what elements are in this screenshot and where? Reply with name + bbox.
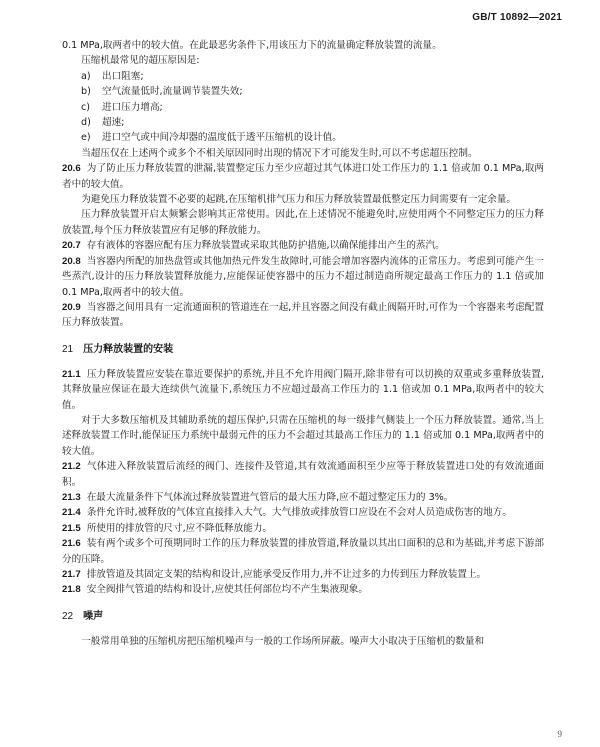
- clause-number: 21.4: [62, 507, 81, 519]
- clause-text: 存有液体的容器应配有压力释放装置或采取其他防护措施,以确保能排出产生的蒸汽。: [86, 240, 445, 252]
- noise-paragraph: 一般常用单独的压缩机房把压缩机噪声与一般的工作场所屏蔽。噪声大小取决于压缩机的数量和: [81, 635, 485, 647]
- clause-text: 排放管道及其固定支架的结构和设计,应能承受反作用力,并不让过多的力传到压力释放装置上。: [86, 569, 487, 580]
- clause-number: 20.6: [62, 163, 81, 175]
- list-item: [62, 69, 544, 84]
- list-item: [62, 130, 544, 145]
- list-marker: c): [81, 101, 91, 113]
- clause-21-7: [62, 567, 544, 582]
- clause-21-6: [62, 536, 544, 567]
- clause-text: 在最大流量条件下气体流过释放装置进气管后的最大压力降,应不超过整定压力的 3%。: [86, 491, 454, 503]
- page-content: [62, 38, 544, 649]
- clause-number: 20.9: [62, 301, 81, 313]
- clause-text: 气体进入释放装置后流经的阀门、连接件及管道,其有效流通面积至少应等于释放装置进口处的有效流通面积。: [62, 461, 544, 488]
- clause-number: 21.8: [62, 584, 81, 596]
- causes-list: [62, 69, 544, 146]
- section-heading-21: [62, 342, 544, 357]
- clause-text: 安全阀排气管道的结构和设计,应使其任何部位均不产生集液现象。: [86, 584, 368, 596]
- clause-text: 条件允许时,被释放的气体宜直接排入大气。大气排放或排放管口应设在不会对人员造成伤害的地方。: [86, 507, 512, 519]
- standard-code-header: GB/T 10892—2021: [472, 12, 562, 23]
- list-text: 超速;: [102, 117, 125, 129]
- clause-number: 21.3: [62, 491, 81, 503]
- list-item: [62, 84, 544, 99]
- clause-text: 压力释放装置应安装在靠近要保护的系统,并且不允许用阀门隔开,除非带有可以切换的双重或多重释放装置,其释放量应保证在最大连续供气流量下,系统压力不应超过最高工作压力的 1.1 倍或加 0.1 MPa,取两者中的较大值。: [62, 368, 544, 411]
- list-marker: e): [81, 132, 91, 144]
- clause-20-6: [62, 161, 544, 192]
- clause-text: 所使用的排放管的尺寸,应不降低释放能力。: [86, 522, 273, 534]
- clause-number: 21.7: [62, 569, 81, 580]
- section-number: 21: [62, 343, 74, 355]
- clause-21-1: [62, 367, 544, 413]
- clause-paragraph: 为避免压力释放装置不必要的起跳,在压缩机排气压力和压力释放装置最低整定压力间需要有一定余量。: [81, 194, 516, 206]
- clause-21-3: [62, 490, 544, 505]
- list-item: [62, 100, 544, 115]
- causes-title: 压缩机最常见的超压原因是:: [81, 55, 200, 67]
- clause-paragraph: 对于大多数压缩机及其辅助系统的超压保护,只需在压缩机的每一级排气侧装上一个压力释放装置。通常,当上述释放装置工作时,能保证压力系统中最弱元件的压力不会超过其最高工作压力的 1.1 倍或加 0.1 MPa,取两者中的较大值。: [62, 414, 544, 457]
- list-text: 进口空气或中间冷却器的温度低于透平压缩机的设计值。: [102, 132, 342, 144]
- list-text: 出口阻塞;: [102, 70, 144, 82]
- clause-number: 20.8: [62, 255, 81, 267]
- clause-number: 21.2: [62, 461, 81, 473]
- section-number: 22: [62, 610, 74, 622]
- clause-number: 20.7: [62, 240, 81, 252]
- section-title: 噪声: [83, 610, 104, 622]
- clause-21-4: [62, 505, 544, 520]
- clause-21-5: [62, 521, 544, 536]
- list-item: [62, 115, 544, 130]
- clause-20-9: [62, 300, 544, 331]
- section-title: 压力释放装置的安装: [83, 343, 174, 355]
- list-marker: b): [81, 86, 91, 98]
- clause-20-8: [62, 254, 544, 300]
- closing-paragraph: 当超压仅在上述两个或多个不相关原因同时出现的情况下才可能发生时,可以不考虑超压控制。: [81, 147, 478, 159]
- list-text: 进口压力增高;: [102, 101, 163, 113]
- clause-21-2: [62, 459, 544, 490]
- clause-text: 当容器内所配的加热盘管或其他加热元件发生故障时,可能会增加容器内流体的正常压力。考虑到可能产生一些蒸汽,设计的压力释放装置释放能力,应能保证使容器中的压力不超过制造商所规定最高工作压力的 1.1 倍或加 0.1 MPa,取两者中的较大值。: [62, 255, 544, 298]
- list-marker: a): [81, 70, 91, 82]
- clause-paragraph: 压力释放装置开启太频繁会影响其正常使用。因此,在上述情况不能避免时,应使用两个不同整定压力的压力释放装置,每个压力释放装置应有足够的释放能力。: [62, 209, 544, 236]
- clause-text: 为了防止压力释放装置的泄漏,装置整定压力至少应超过其气体进口处工作压力的 1.1 倍或加 0.1 MPa,取两者中的较大值。: [62, 163, 544, 190]
- section-heading-22: [62, 609, 544, 624]
- list-text: 空气流量低时,流量调节装置失效;: [102, 86, 243, 98]
- clause-text: 当容器之间用具有一定流通面积的管道连在一起,并且容器之间没有截止阀隔开时,可作为一个容器来考虑配置压力释放装置。: [62, 301, 544, 329]
- continuation-paragraph: 0.1 MPa,取两者中的较大值。在此最恶劣条件下,用该压力下的流量确定释放装置的流量。: [62, 40, 442, 51]
- clause-number: 21.5: [62, 522, 81, 534]
- list-marker: d): [81, 117, 91, 129]
- clause-number: 21.6: [62, 538, 81, 550]
- clause-20-7: [62, 238, 544, 253]
- clause-number: 21.1: [62, 368, 81, 380]
- clause-21-8: [62, 582, 544, 597]
- page-number: 9: [557, 729, 562, 739]
- clause-text: 装有两个或多个可预期同时工作的压力释放装置的排放管道,释放量以其出口面积的总和为基础,并考虑下游部分的压降。: [62, 538, 544, 565]
